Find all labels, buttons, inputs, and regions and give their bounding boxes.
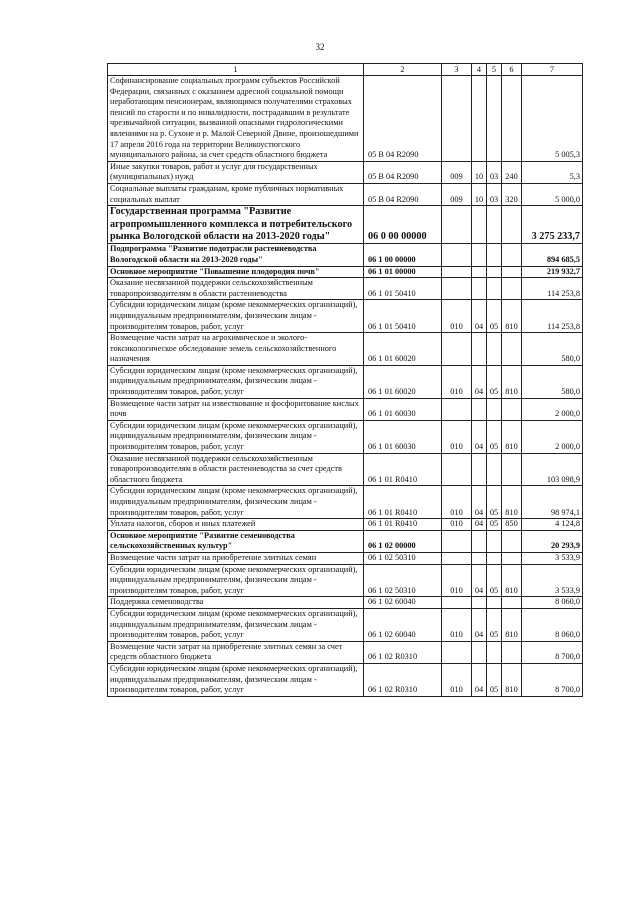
table-row <box>108 76 583 162</box>
table-row <box>108 266 583 278</box>
expense-type-cell: 810 <box>502 608 522 641</box>
row-name-cell: Возмещение части затрат на приобретение элитных семян за счет средств областного бюджета <box>108 641 364 663</box>
column-header: 1 <box>108 64 364 76</box>
subsection-code-cell: 05 <box>487 608 502 641</box>
amount-cell: 4 124,8 <box>522 519 583 531</box>
amount-cell: 2 000,0 <box>522 398 583 420</box>
subsection-code-cell: 05 <box>487 486 502 519</box>
subsection-code-cell <box>487 552 502 564</box>
table-body <box>108 64 583 697</box>
subsection-code-cell: 05 <box>487 519 502 531</box>
expense-type-cell <box>502 206 522 244</box>
target-code-cell: 06 1 01 60030 <box>364 398 442 420</box>
subsection-code-cell: 05 <box>487 663 502 696</box>
target-code-cell: 06 1 02 00000 <box>364 530 442 552</box>
amount-cell: 580,0 <box>522 365 583 398</box>
target-code-cell: 06 1 01 60020 <box>364 365 442 398</box>
grbs-code-cell: 010 <box>442 608 472 641</box>
grbs-code-cell <box>442 76 472 162</box>
amount-cell: 5,3 <box>522 161 583 183</box>
section-code-cell: 04 <box>472 564 487 597</box>
table-header-row <box>108 64 583 76</box>
section-code-cell <box>472 398 487 420</box>
table-row <box>108 453 583 486</box>
expense-type-cell <box>502 398 522 420</box>
subsection-code-cell <box>487 76 502 162</box>
grbs-code-cell: 010 <box>442 663 472 696</box>
section-code-cell: 04 <box>472 486 487 519</box>
row-name-cell: Возмещение части затрат на приобретение элитных семян <box>108 552 364 564</box>
table-row <box>108 663 583 696</box>
expense-type-cell: 810 <box>502 300 522 333</box>
table-row <box>108 608 583 641</box>
section-code-cell: 04 <box>472 663 487 696</box>
amount-cell: 580,0 <box>522 333 583 366</box>
grbs-code-cell <box>442 244 472 266</box>
grbs-code-cell <box>442 530 472 552</box>
table-row <box>108 206 583 244</box>
table-row <box>108 420 583 453</box>
grbs-code-cell: 010 <box>442 300 472 333</box>
row-name-cell: Оказание несвязанной поддержки сельскохозяйственным товаропроизводителям в области растениеводства <box>108 278 364 300</box>
target-code-cell: 06 1 02 R0310 <box>364 641 442 663</box>
expense-type-cell: 810 <box>502 486 522 519</box>
expense-type-cell: 850 <box>502 519 522 531</box>
budget-table <box>107 63 583 697</box>
target-code-cell: 06 1 02 R0310 <box>364 663 442 696</box>
grbs-code-cell <box>442 453 472 486</box>
row-name-cell: Субсидии юридическим лицам (кроме некоммерческих организаций), индивидуальным предпринимателям, физическим лицам - производителям товаров, работ, услуг <box>108 300 364 333</box>
row-name-cell: Подпрограмма "Развитие подотрасли растениеводства Вологодской области на 2013-2020 годы" <box>108 244 364 266</box>
subsection-code-cell: 03 <box>487 161 502 183</box>
row-name-cell: Субсидии юридическим лицам (кроме некоммерческих организаций), индивидуальным предпринимателям, физическим лицам - производителям товаров, работ, услуг <box>108 365 364 398</box>
section-code-cell <box>472 244 487 266</box>
expense-type-cell <box>502 244 522 266</box>
section-code-cell <box>472 597 487 609</box>
row-name-cell: Субсидии юридическим лицам (кроме некоммерческих организаций), индивидуальным предпринимателям, физическим лицам - производителям товаров, работ, услуг <box>108 486 364 519</box>
row-name-cell: Возмещение части затрат на известкование и фосфоритование кислых почв <box>108 398 364 420</box>
amount-cell: 8 700,0 <box>522 663 583 696</box>
row-name-cell: Государственная программа "Развитие агропромышленного комплекса и потребительского рынка Вологодской области на 2013-2020 годы" <box>108 206 364 244</box>
amount-cell: 5 000,0 <box>522 183 583 205</box>
section-code-cell <box>472 266 487 278</box>
amount-cell: 8 060,0 <box>522 597 583 609</box>
table-row <box>108 333 583 366</box>
table-row <box>108 519 583 531</box>
table-row <box>108 398 583 420</box>
grbs-code-cell: 010 <box>442 486 472 519</box>
section-code-cell: 04 <box>472 608 487 641</box>
section-code-cell <box>472 278 487 300</box>
subsection-code-cell <box>487 278 502 300</box>
row-name-cell: Основное мероприятие "Развитие семеноводства сельскохозяйственных культур" <box>108 530 364 552</box>
amount-cell: 8 700,0 <box>522 641 583 663</box>
table-row <box>108 183 583 205</box>
target-code-cell: 06 1 01 R0410 <box>364 453 442 486</box>
amount-cell: 219 932,7 <box>522 266 583 278</box>
expense-type-cell <box>502 76 522 162</box>
row-name-cell: Субсидии юридическим лицам (кроме некоммерческих организаций), индивидуальным предпринимателям, физическим лицам - производителям товаров, работ, услуг <box>108 663 364 696</box>
amount-cell: 5 005,3 <box>522 76 583 162</box>
target-code-cell: 05 В 04 R2090 <box>364 183 442 205</box>
amount-cell: 2 000,0 <box>522 420 583 453</box>
target-code-cell: 06 0 00 00000 <box>364 206 442 244</box>
grbs-code-cell <box>442 597 472 609</box>
subsection-code-cell: 03 <box>487 183 502 205</box>
section-code-cell <box>472 552 487 564</box>
expense-type-cell: 810 <box>502 420 522 453</box>
target-code-cell: 06 1 02 60040 <box>364 608 442 641</box>
table-row <box>108 244 583 266</box>
subsection-code-cell: 05 <box>487 365 502 398</box>
column-header: 4 <box>472 64 487 76</box>
subsection-code-cell <box>487 453 502 486</box>
row-name-cell: Субсидии юридическим лицам (кроме некоммерческих организаций), индивидуальным предпринимателям, физическим лицам - производителям товаров, работ, услуг <box>108 564 364 597</box>
expense-type-cell <box>502 641 522 663</box>
row-name-cell: Уплата налогов, сборов и иных платежей <box>108 519 364 531</box>
subsection-code-cell <box>487 333 502 366</box>
amount-cell: 98 974,1 <box>522 486 583 519</box>
section-code-cell <box>472 530 487 552</box>
column-header: 5 <box>487 64 502 76</box>
section-code-cell: 04 <box>472 420 487 453</box>
amount-cell: 894 685,5 <box>522 244 583 266</box>
column-header: 7 <box>522 64 583 76</box>
grbs-code-cell: 010 <box>442 564 472 597</box>
row-name-cell: Оказание несвязанной поддержки сельскохозяйственным товаропроизводителям в области растениеводства за счет средств областного бюджета <box>108 453 364 486</box>
table-row <box>108 564 583 597</box>
target-code-cell: 06 1 01 60030 <box>364 420 442 453</box>
target-code-cell: 06 1 02 50310 <box>364 564 442 597</box>
table-row <box>108 641 583 663</box>
expense-type-cell: 320 <box>502 183 522 205</box>
row-name-cell: Субсидии юридическим лицам (кроме некоммерческих организаций), индивидуальным предпринимателям, физическим лицам - производителям товаров, работ, услуг <box>108 608 364 641</box>
target-code-cell: 06 1 02 60040 <box>364 597 442 609</box>
subsection-code-cell <box>487 244 502 266</box>
subsection-code-cell <box>487 266 502 278</box>
subsection-code-cell: 05 <box>487 420 502 453</box>
row-name-cell: Основное мероприятие "Повышение плодородия почв" <box>108 266 364 278</box>
amount-cell: 3 533,9 <box>522 552 583 564</box>
expense-type-cell: 810 <box>502 365 522 398</box>
amount-cell: 20 293,9 <box>522 530 583 552</box>
row-name-cell: Поддержка семеноводства <box>108 597 364 609</box>
section-code-cell <box>472 206 487 244</box>
column-header: 2 <box>364 64 442 76</box>
column-header: 6 <box>502 64 522 76</box>
expense-type-cell <box>502 278 522 300</box>
amount-cell: 3 533,9 <box>522 564 583 597</box>
table-row <box>108 161 583 183</box>
subsection-code-cell: 05 <box>487 564 502 597</box>
target-code-cell: 05 В 04 R2090 <box>364 76 442 162</box>
amount-cell: 103 098,9 <box>522 453 583 486</box>
target-code-cell: 06 1 01 50410 <box>364 278 442 300</box>
amount-cell: 8 060,0 <box>522 608 583 641</box>
target-code-cell: 06 1 01 50410 <box>364 300 442 333</box>
amount-cell: 114 253,8 <box>522 278 583 300</box>
section-code-cell: 10 <box>472 183 487 205</box>
grbs-code-cell: 009 <box>442 183 472 205</box>
grbs-code-cell <box>442 398 472 420</box>
row-name-cell: Софинансирование социальных программ субъектов Российской Федерации, связанных с оказанием адресной социальной помощи неработающим пенсионерам, являющимся получателями страховых пенсий по старости и по инвалидности, пострадавшим в результате чрезвычайной ситуации, вызванной опасными гидрологическими явлениями на р. Сухоне и р. Малой Северной Двине, произошедшими 17 апреля 2016 года на территории Великоустюгского муниципального района, за счет средств областного бюджета <box>108 76 364 162</box>
subsection-code-cell <box>487 398 502 420</box>
target-code-cell: 05 В 04 R2090 <box>364 161 442 183</box>
expense-type-cell: 240 <box>502 161 522 183</box>
section-code-cell <box>472 641 487 663</box>
subsection-code-cell: 05 <box>487 300 502 333</box>
table-row <box>108 278 583 300</box>
table-row <box>108 530 583 552</box>
row-name-cell: Возмещение части затрат на агрохимическое и эколого-токсикологическое обследование земель сельскохозяйственного назначения <box>108 333 364 366</box>
subsection-code-cell <box>487 641 502 663</box>
grbs-code-cell: 010 <box>442 365 472 398</box>
section-code-cell <box>472 453 487 486</box>
table-row <box>108 365 583 398</box>
section-code-cell <box>472 333 487 366</box>
table-row <box>108 597 583 609</box>
section-code-cell: 04 <box>472 519 487 531</box>
target-code-cell: 06 1 01 R0410 <box>364 486 442 519</box>
target-code-cell: 06 1 01 60020 <box>364 333 442 366</box>
row-name-cell: Социальные выплаты гражданам, кроме публичных нормативных социальных выплат <box>108 183 364 205</box>
page-number: 32 <box>315 42 325 52</box>
subsection-code-cell <box>487 206 502 244</box>
grbs-code-cell <box>442 552 472 564</box>
expense-type-cell: 810 <box>502 663 522 696</box>
section-code-cell: 04 <box>472 300 487 333</box>
grbs-code-cell <box>442 266 472 278</box>
grbs-code-cell <box>442 206 472 244</box>
amount-cell: 114 253,8 <box>522 300 583 333</box>
row-name-cell: Иные закупки товаров, работ и услуг для государственных (муниципальных) нужд <box>108 161 364 183</box>
section-code-cell: 10 <box>472 161 487 183</box>
grbs-code-cell <box>442 641 472 663</box>
section-code-cell: 04 <box>472 365 487 398</box>
target-code-cell: 06 1 02 50310 <box>364 552 442 564</box>
table-row <box>108 552 583 564</box>
grbs-code-cell: 010 <box>442 519 472 531</box>
expense-type-cell <box>502 597 522 609</box>
section-code-cell <box>472 76 487 162</box>
grbs-code-cell: 010 <box>442 420 472 453</box>
target-code-cell: 06 1 01 R0410 <box>364 519 442 531</box>
expense-type-cell <box>502 530 522 552</box>
grbs-code-cell <box>442 333 472 366</box>
expense-type-cell <box>502 333 522 366</box>
amount-cell: 3 275 233,7 <box>522 206 583 244</box>
target-code-cell: 06 1 00 00000 <box>364 244 442 266</box>
grbs-code-cell <box>442 278 472 300</box>
expense-type-cell: 810 <box>502 564 522 597</box>
subsection-code-cell <box>487 530 502 552</box>
table-row <box>108 486 583 519</box>
expense-type-cell <box>502 266 522 278</box>
target-code-cell: 06 1 01 00000 <box>364 266 442 278</box>
expense-type-cell <box>502 453 522 486</box>
expense-type-cell <box>502 552 522 564</box>
row-name-cell: Субсидии юридическим лицам (кроме некоммерческих организаций), индивидуальным предпринимателям, физическим лицам - производителям товаров, работ, услуг <box>108 420 364 453</box>
column-header: 3 <box>442 64 472 76</box>
grbs-code-cell: 009 <box>442 161 472 183</box>
subsection-code-cell <box>487 597 502 609</box>
table-row <box>108 300 583 333</box>
